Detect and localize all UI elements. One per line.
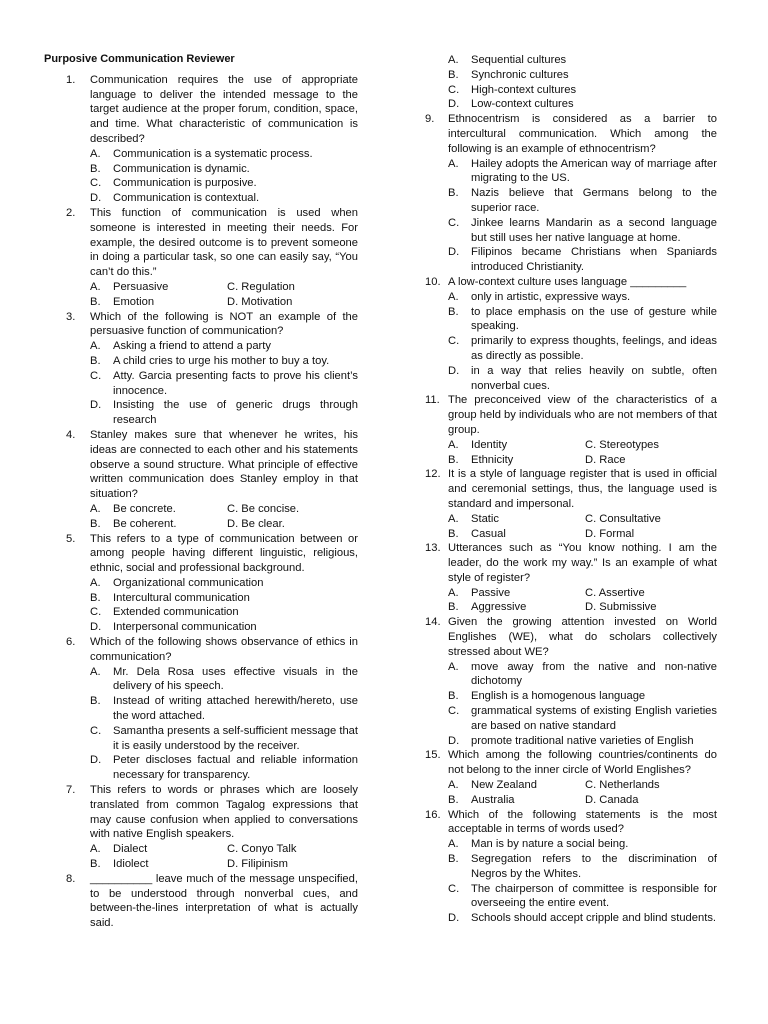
option-a: [448, 157, 717, 187]
option-d: [90, 191, 358, 206]
option-row: [448, 778, 717, 793]
option-letter: A.: [90, 843, 101, 856]
question-text: Stanley makes sure that whenever he writes, his ideas are connected to each other and his statements observe a sound structure. What principle of effective written communication does Stanley employ in that situation?: [90, 428, 358, 501]
question-14: [425, 615, 717, 748]
option-text: Samantha presents a self-sufficient message that it is easily understood by the receiver.: [113, 724, 358, 752]
option-a: [448, 53, 717, 68]
option-text: Be concise.: [241, 502, 300, 515]
option-letter: C.: [448, 216, 460, 229]
option-text: Casual: [471, 527, 506, 540]
option-letter: C.: [90, 724, 102, 737]
option-text: Race: [599, 453, 626, 466]
question-1: [44, 73, 358, 206]
option-d: [90, 620, 358, 635]
option-text: Conyo Talk: [241, 843, 297, 856]
option-d: [227, 517, 285, 532]
option-text: Low-context cultures: [471, 98, 574, 111]
option-text: Asking a friend to attend a party: [113, 340, 271, 353]
option-letter: B.: [90, 591, 101, 604]
option-letter: B.: [448, 690, 459, 703]
question-6: [44, 635, 358, 783]
option-letter: D.: [448, 246, 460, 259]
option-letter: D.: [448, 912, 460, 925]
question-text: Which of the following is NOT an example of the persuasive function of communication?: [90, 310, 358, 338]
option-row: [90, 280, 358, 295]
option-letter: A.: [448, 438, 459, 451]
option-b: [90, 517, 176, 532]
option-d: [448, 911, 717, 926]
option-text: Hailey adopts the American way of marriage after migrating to the US.: [471, 157, 717, 185]
question-3: [44, 310, 358, 428]
option-text: Peter discloses factual and reliable information necessary for transparency.: [113, 754, 358, 782]
option-letter: A.: [448, 586, 459, 599]
option-letter: C.: [585, 586, 597, 599]
option-letter: A.: [90, 665, 101, 678]
right-column: [425, 53, 717, 926]
option-letter: D.: [90, 754, 102, 767]
question-text: Which among the following countries/continents do not belong to the inner circle of World Englishes?: [448, 749, 717, 777]
option-text: Nazis believe that Germans belong to the superior race.: [471, 187, 717, 214]
option-c: [227, 280, 295, 295]
option-text: Submissive: [599, 601, 657, 614]
option-b: [90, 694, 358, 724]
option-text: Persuasive: [113, 280, 169, 293]
option-letter: D.: [585, 601, 597, 614]
option-a: [90, 842, 147, 857]
option-letter: D.: [448, 364, 460, 377]
option-letter: C.: [585, 512, 597, 525]
option-row: [448, 586, 717, 601]
option-d: [448, 734, 717, 749]
option-text: move away from the native and non-native dichotomy: [471, 660, 717, 688]
option-text: Extended communication: [113, 606, 239, 619]
option-c: [90, 369, 358, 399]
option-text: Interpersonal communication: [113, 621, 257, 634]
option-text: Filipinism: [241, 858, 288, 871]
option-text: Identity: [471, 438, 508, 451]
option-letter: D.: [227, 858, 239, 871]
option-text: only in artistic, expressive ways.: [471, 290, 631, 303]
question-text: Which of the following shows observance of ethics in communication?: [90, 636, 358, 663]
question-number: 10.: [425, 275, 441, 288]
question-number: 13.: [425, 542, 441, 555]
option-text: Communication is purposive.: [113, 177, 257, 190]
option-text: Be concrete.: [113, 502, 176, 515]
option-text: Synchronic cultures: [471, 68, 569, 81]
option-c: [227, 502, 299, 517]
option-b: [448, 793, 515, 808]
question-15: [425, 748, 717, 807]
option-letter: C.: [90, 369, 102, 382]
option-letter: A.: [90, 340, 101, 353]
question-number: 2.: [66, 206, 76, 219]
question-number: 15.: [425, 749, 441, 762]
option-d: [585, 453, 625, 468]
option-letter: A.: [448, 838, 459, 851]
option-row: [448, 527, 717, 542]
question-text: Communication requires the use of appropriate language to deliver the intended message to the target audience at the proper forum, condition, space, and time. What characteristic of communication is described?: [90, 73, 358, 145]
question-text: This function of communication is used when someone is interested in meeting their needs. For example, the desired outcome is to prevent someone in doing a particular task, so one can easily say, “You can’t do this.”: [90, 206, 358, 279]
option-text: Organizational communication: [113, 576, 264, 589]
option-letter: A.: [90, 280, 101, 293]
option-text: Stereotypes: [599, 438, 659, 451]
option-text: Communication is contextual.: [113, 192, 260, 205]
option-b: [90, 591, 358, 606]
option-letter: D.: [448, 98, 460, 111]
option-text: Canada: [599, 793, 639, 806]
option-text: Idiolect: [113, 858, 149, 871]
question-text: This refers to a type of communication between or among people having different linguistic, religious, ethnic, social and professional background.: [90, 532, 358, 575]
option-text: in a way that relies heavily on subtle, often nonverbal cues.: [471, 364, 717, 392]
question-16: [425, 808, 717, 926]
option-letter: C.: [227, 502, 239, 515]
option-d: [585, 600, 657, 615]
option-letter: B.: [90, 354, 101, 367]
option-row: [448, 453, 717, 468]
option-text: Insisting the use of generic drugs through research: [113, 399, 358, 427]
option-b: [448, 600, 526, 615]
question-text: Which of the following statements is the most acceptable in terms of words used?: [448, 808, 717, 836]
option-text: Man is by nature a social being.: [471, 838, 629, 851]
option-text: Communication is dynamic.: [113, 162, 250, 175]
question-number: 12.: [425, 468, 441, 481]
option-text: Intercultural communication: [113, 591, 250, 604]
option-a: [448, 290, 717, 305]
option-b: [90, 354, 358, 369]
question-11: [425, 393, 717, 467]
option-letter: C.: [585, 438, 597, 451]
option-row: [90, 517, 358, 532]
option-row: [90, 502, 358, 517]
option-text: Assertive: [598, 586, 645, 599]
question-text: The preconceived view of the characteristics of a group held by individuals who are not members of that group.: [448, 394, 717, 436]
option-a: [448, 438, 507, 453]
option-a: [90, 339, 358, 354]
option-row: [448, 512, 717, 527]
question-number: 8.: [66, 872, 76, 885]
question-number: 3.: [66, 310, 76, 323]
question-10: [425, 275, 717, 393]
option-a: [90, 280, 168, 295]
option-letter: C.: [448, 335, 460, 348]
option-text: Static: [471, 512, 499, 525]
option-text: Australia: [471, 793, 515, 806]
option-c: [585, 512, 661, 527]
option-letter: A.: [448, 54, 459, 66]
question-number: 1.: [66, 73, 76, 86]
option-letter: B.: [448, 305, 459, 318]
option-text: grammatical systems of existing English varieties are based on native standard: [471, 705, 717, 732]
option-d: [227, 857, 288, 872]
option-text: Motivation: [241, 295, 293, 308]
option-text: Instead of writing attached herewith/hereto, use the word attached.: [113, 695, 358, 723]
option-a: [90, 576, 358, 591]
option-b: [448, 305, 717, 335]
option-letter: B.: [448, 453, 459, 466]
option-c: [448, 83, 717, 98]
option-letter: A.: [90, 502, 101, 515]
option-text: Sequential cultures: [471, 54, 567, 66]
option-c: [585, 586, 645, 601]
option-letter: D.: [585, 527, 597, 540]
option-c: [448, 216, 717, 246]
option-letter: D.: [90, 192, 102, 205]
option-c: [227, 842, 296, 857]
question-text: Utterances such as “You know nothing. I am the leader, do the work my way.” Is an example of what style of register?: [448, 542, 717, 584]
option-letter: B.: [90, 162, 101, 175]
question-text: It is a style of language register that is used in official and ceremonial settings, thus, the language used is standard and impersonal.: [448, 468, 717, 510]
option-letter: D.: [227, 517, 239, 530]
option-a: [448, 586, 510, 601]
option-text: High-context cultures: [471, 83, 577, 96]
question-number: 4.: [66, 428, 76, 441]
option-c: [448, 882, 717, 912]
question-8-options: [425, 53, 717, 112]
question-number: 11.: [425, 394, 440, 407]
option-letter: C.: [585, 779, 597, 792]
option-a: [90, 502, 176, 517]
option-letter: A.: [90, 576, 101, 589]
option-d: [585, 527, 634, 542]
option-text: Schools should accept cripple and blind students.: [471, 912, 717, 925]
option-d: [90, 398, 358, 428]
question-8: [44, 872, 358, 931]
option-row: [90, 842, 358, 857]
option-letter: D.: [227, 295, 239, 308]
option-row: [90, 295, 358, 310]
option-text: Communication is a systematic process.: [113, 147, 313, 160]
question-text: Ethnocentrism is considered as a barrier to intercultural communication. Which among the following is an example of ethnocentrism?: [448, 113, 717, 155]
option-letter: A.: [448, 512, 459, 525]
option-c: [585, 778, 660, 793]
option-a: [90, 665, 358, 695]
question-7: [44, 783, 358, 872]
option-letter: C.: [227, 280, 239, 293]
option-a: [448, 837, 717, 852]
option-text: Regulation: [241, 280, 295, 293]
option-text: Dialect: [113, 843, 148, 856]
option-letter: B.: [448, 187, 459, 200]
question-text: Given the growing attention invested on World Englishes (WE), what do scholars collectively stressed about WE?: [448, 616, 717, 658]
option-letter: D.: [585, 793, 597, 806]
option-b: [90, 857, 148, 872]
option-letter: C.: [227, 843, 239, 856]
option-letter: A.: [448, 779, 459, 792]
option-letter: C.: [90, 177, 102, 190]
option-d: [448, 245, 717, 275]
option-d: [585, 793, 639, 808]
option-c: [90, 724, 358, 754]
question-text: A low-context culture uses language _________: [448, 275, 687, 288]
option-letter: D.: [448, 734, 460, 747]
question-number: 7.: [66, 784, 76, 797]
option-row: [448, 600, 717, 615]
question-number: 5.: [66, 532, 76, 545]
option-d: [448, 364, 717, 394]
option-b: [90, 162, 358, 177]
option-letter: C.: [90, 606, 102, 619]
option-text: New Zealand: [471, 779, 537, 792]
option-text: Consultative: [599, 512, 661, 525]
option-row: [448, 793, 717, 808]
option-row: [90, 857, 358, 872]
option-letter: B.: [448, 601, 459, 614]
option-letter: D.: [90, 399, 102, 412]
question-4: [44, 428, 358, 532]
option-text: Netherlands: [599, 779, 660, 792]
option-text: Be clear.: [241, 517, 285, 530]
question-9: [425, 112, 717, 275]
option-text: to place emphasis on the use of gesture while speaking.: [471, 305, 717, 333]
option-d: [227, 295, 292, 310]
left-column: [44, 52, 358, 931]
option-b: [90, 295, 154, 310]
option-letter: A.: [90, 147, 101, 160]
option-letter: B.: [448, 68, 459, 81]
option-text: Segregation refers to the discrimination of Negros by the Whites.: [471, 853, 717, 880]
option-letter: A.: [448, 660, 459, 673]
option-text: promote traditional native varieties of English: [471, 734, 694, 747]
option-c: [448, 334, 717, 364]
option-letter: B.: [448, 853, 459, 866]
option-text: Aggressive: [471, 601, 527, 614]
document-title: Purposive Communication Reviewer: [44, 53, 235, 65]
question-number: 16.: [425, 808, 441, 821]
option-text: primarily to express thoughts, feelings, and ideas as directly as possible.: [471, 335, 717, 362]
option-letter: B.: [90, 858, 101, 871]
option-c: [90, 176, 358, 191]
option-letter: B.: [90, 695, 101, 708]
option-text: Mr. Dela Rosa uses effective visuals in the delivery of his speech.: [113, 665, 358, 693]
question-number: 9.: [425, 113, 435, 126]
option-a: [448, 778, 537, 793]
option-b: [448, 68, 717, 83]
option-d: [90, 753, 358, 783]
option-letter: B.: [90, 295, 101, 308]
option-text: Passive: [471, 586, 511, 599]
question-12: [425, 467, 717, 541]
option-b: [448, 689, 717, 704]
option-text: Ethnicity: [471, 453, 514, 466]
question-number: 14.: [425, 616, 441, 629]
question-text: This refers to words or phrases which are loosely translated from common Tagalog expressions that may cause confusion when applied to conversations with native English speakers.: [90, 784, 358, 841]
option-text: Filipinos became Christians when Spaniards introduced Christianity.: [471, 246, 717, 274]
question-13: [425, 541, 717, 615]
option-c: [90, 605, 358, 620]
option-letter: B.: [90, 517, 101, 530]
option-text: Be coherent.: [113, 517, 177, 530]
option-letter: B.: [448, 793, 459, 806]
option-a: [448, 660, 717, 690]
option-a: [448, 512, 499, 527]
option-row: [448, 438, 717, 453]
option-letter: C.: [448, 705, 460, 718]
option-c: [448, 704, 717, 734]
option-b: [448, 186, 717, 216]
option-letter: A.: [448, 157, 459, 170]
option-d: [448, 97, 717, 112]
option-text: Jinkee learns Mandarin as a second language but still uses her native language at home.: [471, 216, 717, 244]
option-text: English is a homogenous language: [471, 690, 646, 703]
option-letter: B.: [448, 527, 459, 540]
option-text: Formal: [599, 527, 635, 540]
question-number: 6.: [66, 636, 76, 649]
option-b: [448, 527, 506, 542]
option-text: A child cries to urge his mother to buy a toy.: [113, 354, 330, 367]
option-text: Atty. Garcia presenting facts to prove his client’s innocence.: [113, 369, 358, 397]
option-b: [448, 852, 717, 882]
question-2: [44, 206, 358, 310]
option-letter: C.: [448, 882, 460, 895]
option-c: [585, 438, 659, 453]
option-text: Emotion: [113, 295, 155, 308]
option-b: [448, 453, 513, 468]
option-text: The chairperson of committee is responsible for overseeing the entire event.: [471, 882, 717, 910]
option-letter: D.: [90, 621, 102, 634]
option-letter: C.: [448, 83, 460, 96]
option-letter: A.: [448, 290, 459, 303]
option-letter: D.: [585, 453, 597, 466]
question-text: __________ leave much of the message unspecified, to be understood through nonverbal cues, and between-the-lines interpretation of what is actually said.: [90, 872, 358, 930]
option-a: [90, 147, 358, 162]
question-5: [44, 532, 358, 636]
